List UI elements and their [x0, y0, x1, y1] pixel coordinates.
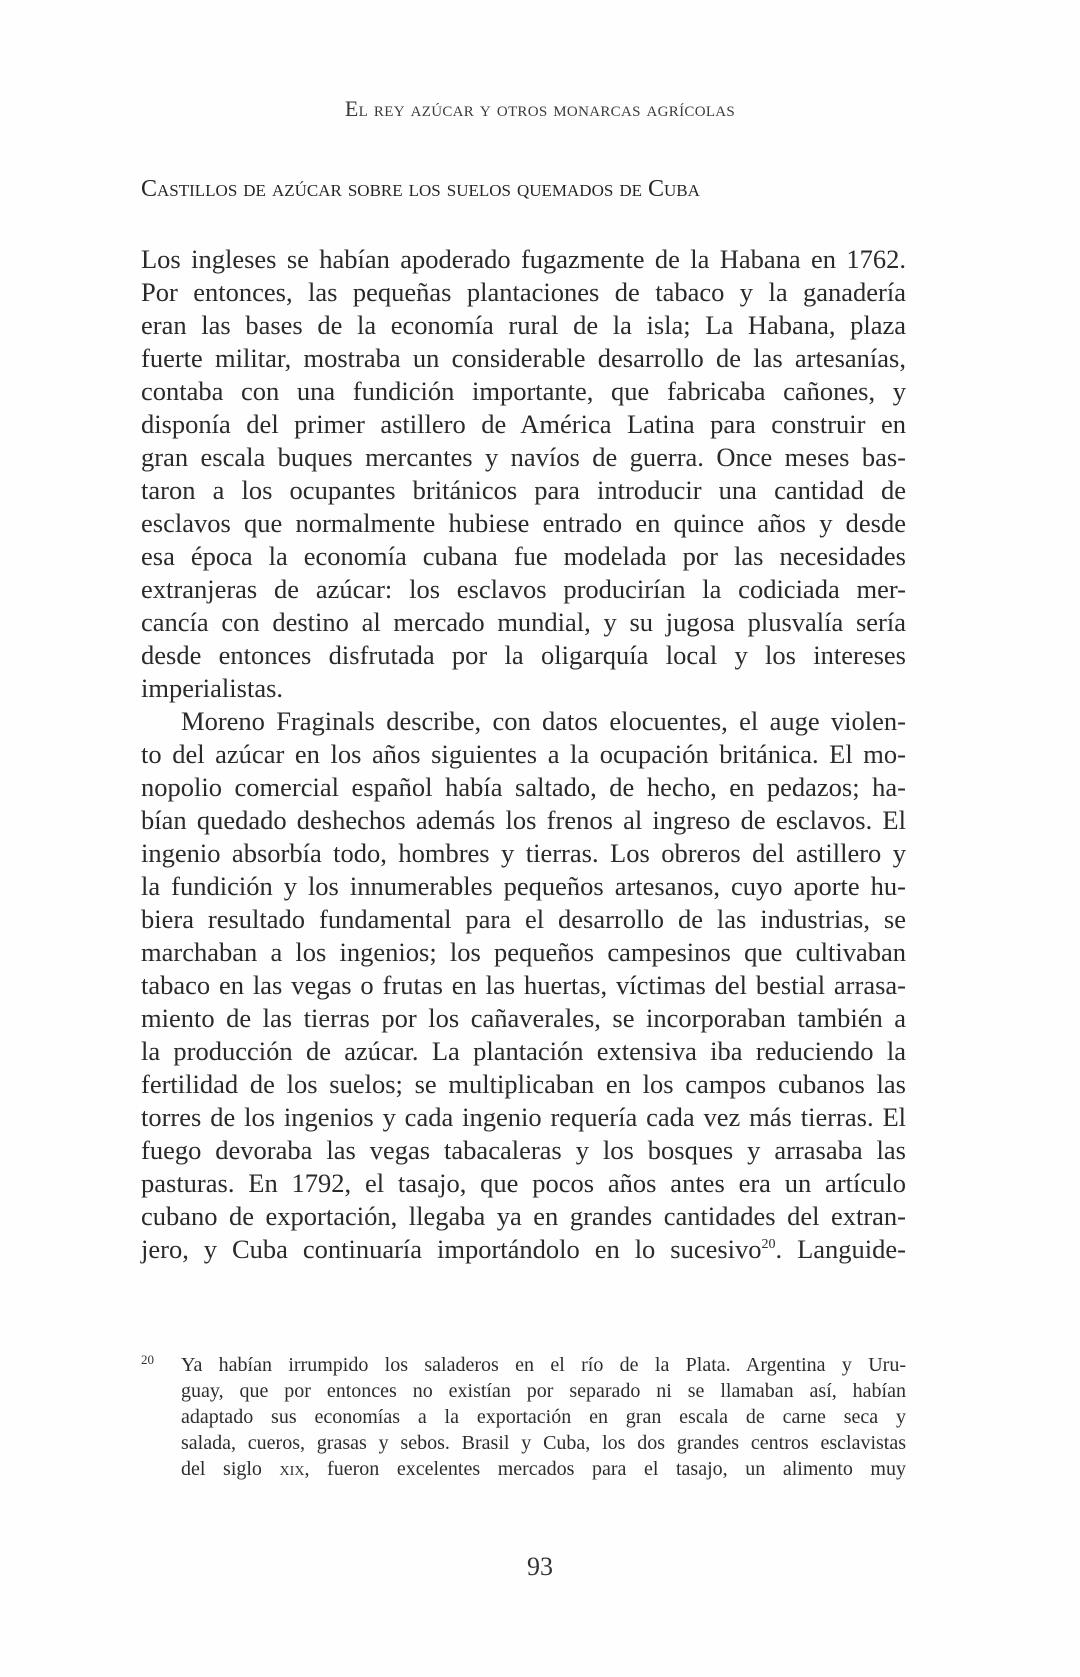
text-line: torres de los ingenios y cada ingenio requería cada vez más tierras. El	[141, 1102, 906, 1132]
text-line: cancía con destino al mercado mundial, y su jugosa plusvalía sería	[141, 607, 906, 637]
footnote-line: salada, cueros, grasas y sebos. Brasil y Cuba, los dos grandes centros esclavistas	[181, 1432, 906, 1454]
page-number: 93	[527, 1552, 553, 1581]
text-line: tabaco en las vegas o frutas en las huertas, víctimas del bestial arrasa-	[141, 970, 906, 1000]
text-line: taron a los ocupantes británicos para introducir una cantidad de	[141, 475, 906, 505]
footnote-line: guay, que por entonces no existían por separado ni se llamaban así, habían	[181, 1380, 906, 1402]
footnote-line	[181, 1456, 906, 1483]
text-line: ingenio absorbía todo, hombres y tierras. Los obreros del astillero y	[141, 838, 906, 868]
text-line: Moreno Fraginals describe, con datos elocuentes, el auge violen-	[181, 706, 906, 736]
footnote-line: Ya habían irrumpido los saladeros en el río de la Plata. Argentina y Uru-	[181, 1354, 906, 1376]
text-line: la producción de azúcar. La plantación extensiva iba reduciendo la	[141, 1036, 906, 1066]
text-span: . Languide-	[775, 1234, 906, 1264]
text-span: , fueron excelentes mercados para el tasajo, un alimento muy	[304, 1458, 906, 1480]
running-head: El rey azúcar y otros monarcas agrícolas	[344, 96, 736, 121]
footnote-reference[interactable]: 20	[761, 1237, 776, 1252]
text-line: fuego devoraba las vegas tabacaleras y los bosques y arrasaba las	[141, 1135, 906, 1165]
text-line-with-footnote-ref	[141, 1232, 906, 1266]
text-line: cubano de exportación, llegaba ya en grandes cantidades del extran-	[141, 1201, 906, 1231]
text-line: eran las bases de la economía rural de la isla; La Habana, plaza	[141, 310, 906, 340]
text-line: extranjeras de azúcar: los esclavos producirían la codiciada mer-	[141, 574, 906, 604]
section-title: Castillos de azúcar sobre los suelos quemados de Cuba	[141, 176, 700, 202]
text-line: fuerte militar, mostraba un considerable desarrollo de las artesanías,	[141, 343, 906, 373]
text-span: jero, y Cuba continuaría importándolo en lo sucesivo	[141, 1234, 762, 1264]
text-line: nopolio comercial español había saltado, de hecho, en pedazos; ha-	[141, 772, 906, 802]
text-line: imperialistas.	[141, 673, 284, 703]
text-line: la fundición y los innumerables pequeños artesanos, cuyo aporte hu-	[141, 871, 906, 901]
text-line: Por entonces, las pequeñas plantaciones de tabaco y la ganadería	[141, 277, 906, 307]
text-span: del siglo	[181, 1458, 280, 1480]
text-line: disponía del primer astillero de América Latina para construir en	[141, 409, 906, 439]
footnote-number: 20	[141, 1352, 154, 1367]
text-line: bían quedado deshechos además los frenos al ingreso de esclavos. El	[141, 805, 906, 835]
text-line: biera resultado fundamental para el desarrollo de las industrias, se	[141, 904, 906, 934]
text-line: miento de las tierras por los cañaverales, se incorporaban también a	[141, 1003, 906, 1033]
text-line: marchaban a los ingenios; los pequeños campesinos que cultivaban	[141, 937, 906, 967]
text-line: desde entonces disfrutada por la oligarquía local y los intereses	[141, 640, 906, 670]
text-line: to del azúcar en los años siguientes a la ocupación británica. El mo-	[141, 739, 906, 769]
text-line: contaba con una fundición importante, que fabricaba cañones, y	[141, 376, 906, 406]
footnote-line: adaptado sus economías a la exportación en gran escala de carne seca y	[181, 1406, 906, 1428]
roman-numeral: xix	[279, 1458, 305, 1480]
text-line: esclavos que normalmente hubiese entrado en quince años y desde	[141, 508, 906, 538]
text-line: pasturas. En 1792, el tasajo, que pocos años antes era un artículo	[141, 1168, 906, 1198]
text-line: gran escala buques mercantes y navíos de guerra. Once meses bas-	[141, 442, 906, 472]
text-line: esa época la economía cubana fue modelada por las necesidades	[141, 541, 906, 571]
text-line: fertilidad de los suelos; se multiplicaban en los campos cubanos las	[141, 1069, 906, 1099]
text-line: Los ingleses se habían apoderado fugazmente de la Habana en 1762.	[141, 244, 906, 274]
